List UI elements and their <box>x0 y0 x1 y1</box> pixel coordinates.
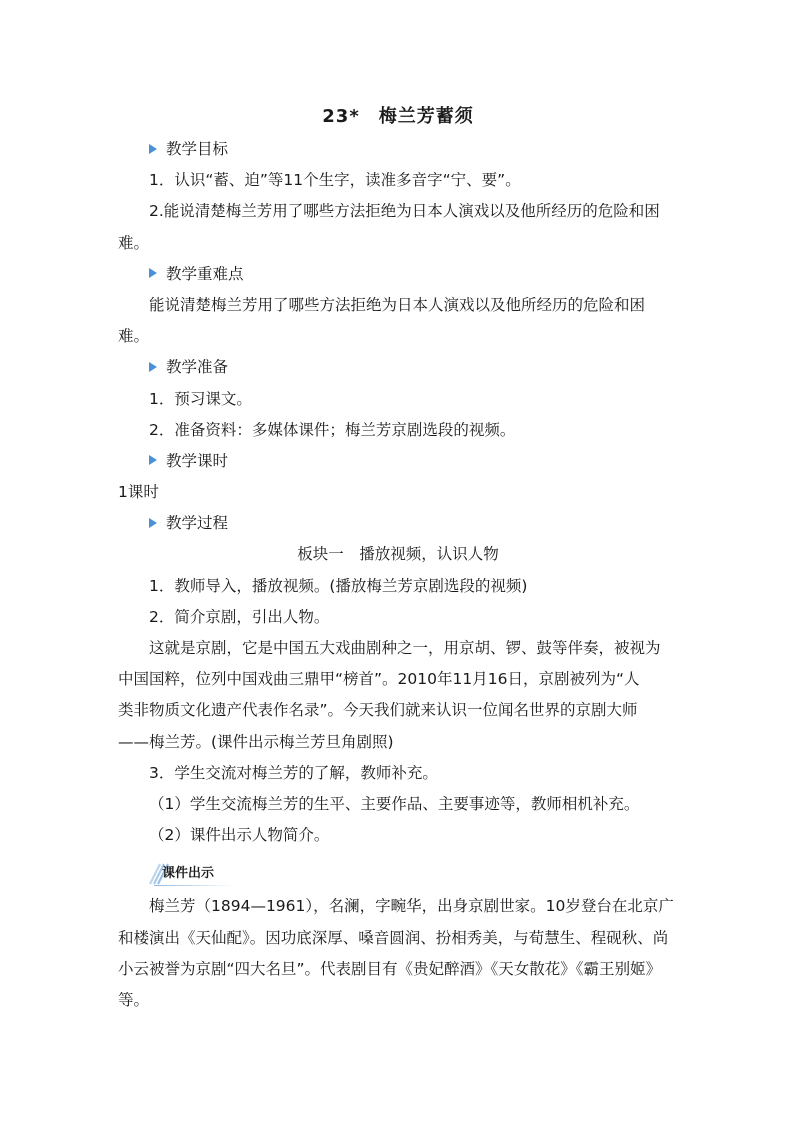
triangle-bullet-icon <box>149 144 157 154</box>
process-step-2: 2．简介京剧，引出人物。 <box>149 607 330 626</box>
section-heading-hours: 教学课时 <box>118 446 678 477</box>
key-points-text-cont: 难。 <box>118 327 150 346</box>
section-heading-objectives: 教学目标 <box>118 134 678 165</box>
section-heading-process: 教学过程 <box>118 508 678 539</box>
hours-value: 1课时 <box>118 483 159 502</box>
triangle-bullet-icon <box>149 268 157 278</box>
courseware-text: 梅兰芳（1894—1961），名澜，字畹华，出身京剧世家。10岁登台在北京广 <box>149 897 674 916</box>
paragraph-line: 类非物质文化遗产代表作名录”。今天我们就来认识一位闻名世界的京剧大师 <box>118 701 638 720</box>
objective-item-2-cont: 难。 <box>118 233 150 252</box>
courseware-text: 和楼演出《天仙配》。因功底深厚、嗓音圆润、扮相秀美，与荀慧生、程砚秋、尚 <box>118 928 669 947</box>
courseware-underline <box>154 885 234 886</box>
courseware-text: 小云被誉为京剧“四大名旦”。代表剧目有《贵妃醉酒》《天女散花》《霸王别姬》 <box>118 959 662 978</box>
document-page <box>118 100 678 1016</box>
key-points-text: 能说清楚梅兰芳用了哪些方法拒绝为日本人演戏以及他所经历的危险和困 <box>149 295 646 314</box>
objective-item-2: 2.能说清楚梅兰芳用了哪些方法拒绝为日本人演戏以及他所经历的危险和困 <box>149 202 660 221</box>
triangle-bullet-icon <box>149 518 157 528</box>
paragraph-line: 这就是京剧，它是中国五大戏曲剧种之一，用京胡、锣、鼓等伴奏，被视为 <box>149 639 661 657</box>
process-sub-step-2: （2）课件出示人物简介。 <box>149 826 330 845</box>
process-step-1: 1．教师导入，播放视频。(播放梅兰芳京剧选段的视频) <box>149 576 528 595</box>
process-step-3: 3．学生交流对梅兰芳的了解，教师补充。 <box>149 763 438 782</box>
section-heading-key-points: 教学重难点 <box>118 259 678 290</box>
preparation-item-2: 2．准备资料：多媒体课件；梅兰芳京剧选段的视频。 <box>149 420 516 439</box>
paragraph-line: 中国国粹，位列中国戏曲三鼎甲“榜首”。2010年11月16日，京剧被列为“人 <box>118 670 640 689</box>
courseware-label: 课件出示 <box>118 857 678 891</box>
triangle-bullet-icon <box>149 455 157 465</box>
section-heading-preparation: 教学准备 <box>118 352 678 383</box>
triangle-bullet-icon <box>149 362 157 372</box>
paragraph-line: ——梅兰芳。(课件出示梅兰芳旦角剧照) <box>118 732 394 751</box>
process-sub-step-1: （1）学生交流梅兰芳的生平、主要作品、主要事迹等，教师相机补充。 <box>149 794 640 813</box>
preparation-item-1: 1．预习课文。 <box>149 389 252 408</box>
block-title: 板块一 播放视频，认识人物 <box>297 545 499 564</box>
lesson-title: 23* 梅兰芳蓄须 <box>322 106 474 127</box>
courseware-text: 等。 <box>118 990 150 1009</box>
objective-item-1: 1．认识“蓄、迫”等11个生字，读准多音字“宁、要”。 <box>149 171 521 190</box>
